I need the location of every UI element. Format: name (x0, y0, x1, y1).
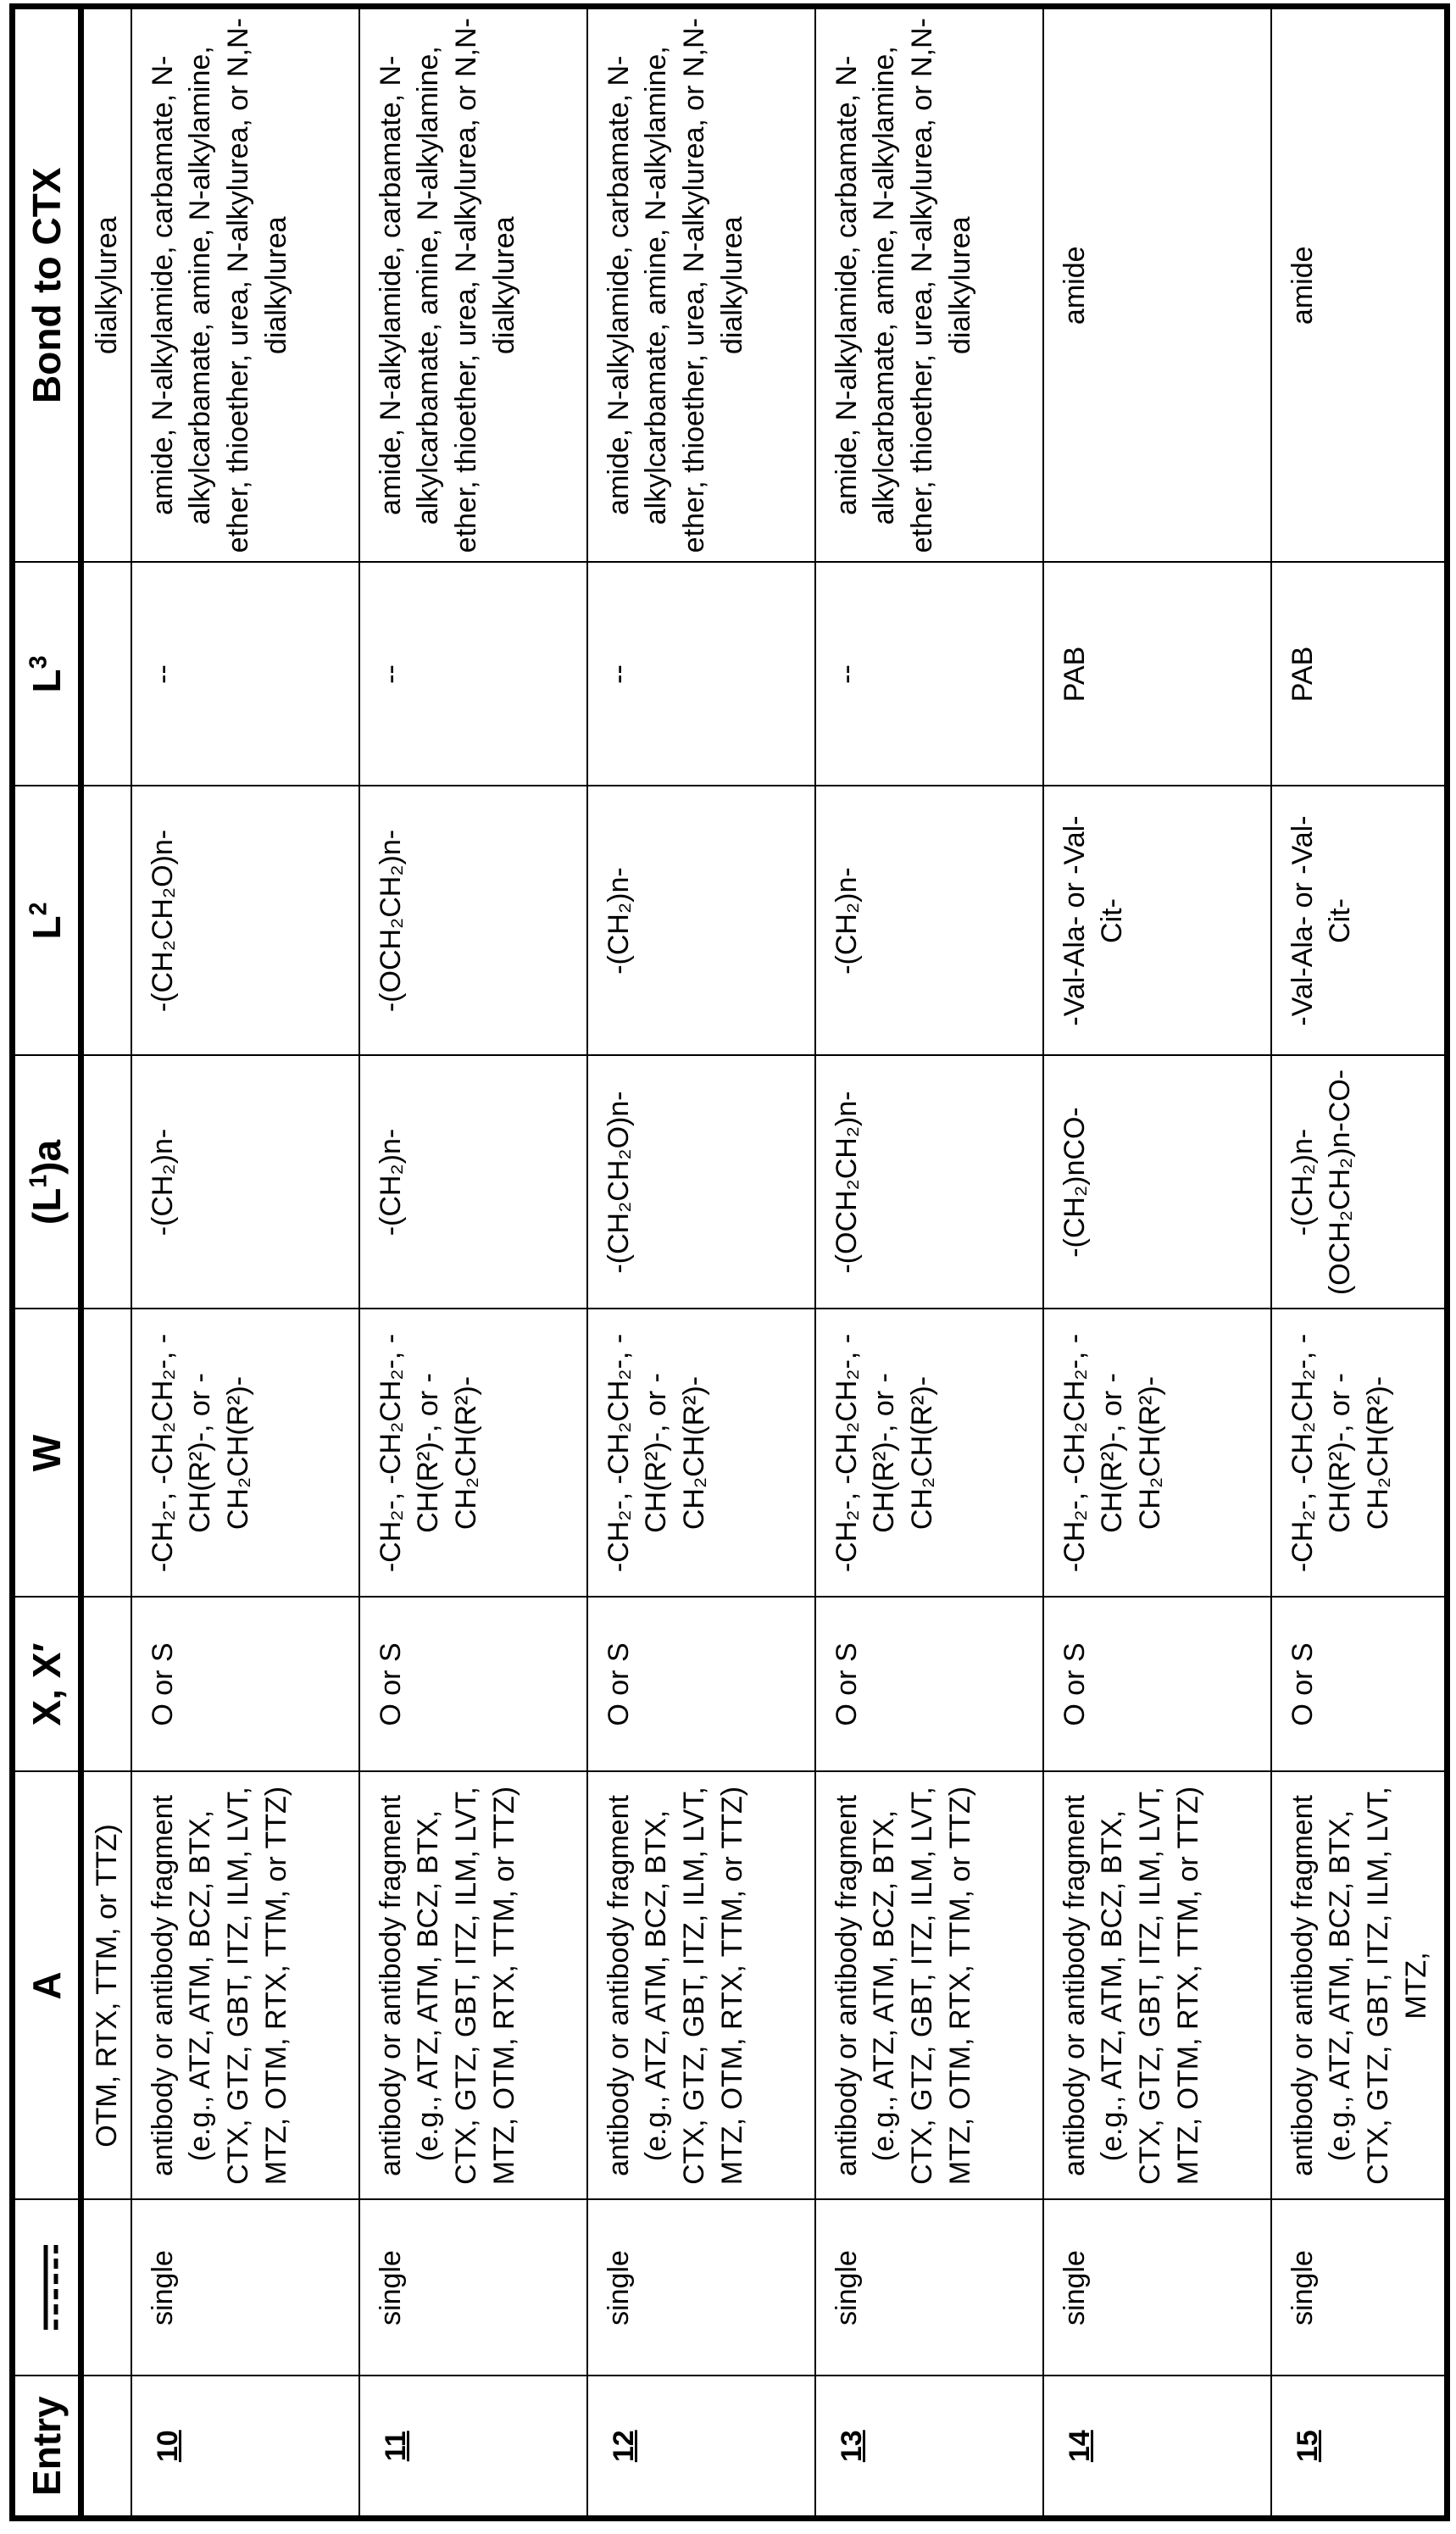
x-cell: O or S (587, 1598, 815, 1772)
w-cell: -CH₂-, -CH₂CH₂-, -CH(R²)-, or -CH₂CH(R²)- (815, 1309, 1043, 1598)
w-cell: -CH₂-, -CH₂CH₂-, -CH(R²)-, or -CH₂CH(R²)- (587, 1309, 815, 1598)
table-row (815, 7, 1043, 2519)
header-l3: $L^3$ (13, 563, 81, 786)
header-entry: Entry (13, 2376, 81, 2519)
entry-cell: 12 (587, 2376, 815, 2519)
bond-to-ctx-cell: amide (1043, 7, 1271, 563)
table-row (1043, 7, 1271, 2519)
entry-cell: 14 (1043, 2376, 1271, 2519)
w-cell: -CH₂-, -CH₂CH₂-, -CH(R²)-, or -CH₂CH(R²)- (1043, 1309, 1271, 1598)
cont-entry (81, 2376, 131, 2519)
l1-cell: -(CH₂CH₂O)n- (587, 1056, 815, 1309)
l1-cell: -(CH₂)nCO- (1043, 1056, 1271, 1309)
x-cell: O or S (815, 1598, 1043, 1772)
a-cell: antibody or antibody fragment (e.g., ATZ, ATM, BCZ, BTX, CTX, GTZ, GBT, ITZ, ILM, LVT, MTZ, OTM, RTX, TTM, or TTZ) (131, 1772, 359, 2200)
entry-cell: 15 (1271, 2376, 1448, 2519)
single-or-double-bond-icon (22, 2246, 74, 2331)
a-cell: antibody or antibody fragment (e.g., ATZ, ATM, BCZ, BTX, CTX, GTZ, GBT, ITZ, ILM, LVT, MTZ, OTM, RTX, TTM, or TTZ) (1043, 1772, 1271, 2200)
cont-l2 (81, 786, 131, 1056)
entry-cell: 13 (815, 2376, 1043, 2519)
a-cell: antibody or antibody fragment (e.g., ATZ, ATM, BCZ, BTX, CTX, GTZ, GBT, ITZ, ILM, LVT, MTZ, OTM, RTX, TTM, or TTZ) (587, 1772, 815, 2200)
w-cell: -CH₂-, -CH₂CH₂-, -CH(R²)-, or -CH₂CH(R²)- (131, 1309, 359, 1598)
a-cell: antibody or antibody fragment (e.g., ATZ, ATM, BCZ, BTX, CTX, GTZ, GBT, ITZ, ILM, LVT, MTZ, (1271, 1772, 1448, 2200)
linker-conjugate-table (9, 3, 1450, 2521)
header-bond-type (13, 2200, 81, 2376)
w-cell: -CH₂-, -CH₂CH₂-, -CH(R²)-, or -CH₂CH(R²)- (1271, 1309, 1448, 1598)
header-row (13, 7, 81, 2519)
l3-cell: PAB (1271, 563, 1448, 786)
bond-to-ctx-cell: amide (1271, 7, 1448, 563)
bond-to-ctx-cell: amide, N-alkylamide, carbamate, N-alkylcarbamate, amine, N-alkylamine, ether, thioether, urea, N-alkylurea, or N,N-dialkylurea (131, 7, 359, 563)
header-a: A (13, 1772, 81, 2200)
l2-cell: -Val-Ala- or -Val-Cit- (1271, 786, 1448, 1056)
a-cell: antibody or antibody fragment (e.g., ATZ, ATM, BCZ, BTX, CTX, GTZ, GBT, ITZ, ILM, LVT, MTZ, OTM, RTX, TTM, or TTZ) (815, 1772, 1043, 2200)
header-bond-to-ctx: Bond to CTX (13, 7, 81, 563)
x-cell: O or S (1271, 1598, 1448, 1772)
w-cell: -CH₂-, -CH₂CH₂-, -CH(R²)-, or -CH₂CH(R²)- (359, 1309, 587, 1598)
l2-cell: -(CH₂)n- (587, 786, 815, 1056)
table-row (587, 7, 815, 2519)
header-l1: $(L^1)a$ (13, 1056, 81, 1309)
x-cell: O or S (131, 1598, 359, 1772)
l2-cell: -(CH₂CH₂O)n- (131, 786, 359, 1056)
entry-cell: 10 (131, 2376, 359, 2519)
bond-cell: single (815, 2200, 1043, 2376)
continuation-row (81, 7, 131, 2519)
cont-w (81, 1309, 131, 1598)
l1-cell: -(OCH₂CH₂)n- (815, 1056, 1043, 1309)
a-cell: antibody or antibody fragment (e.g., ATZ, ATM, BCZ, BTX, CTX, GTZ, GBT, ITZ, ILM, LVT, MTZ, OTM, RTX, TTM, or TTZ) (359, 1772, 587, 2200)
l1-cell: -(CH₂)n- (359, 1056, 587, 1309)
entry-cell: 11 (359, 2376, 587, 2519)
table-row (1271, 7, 1448, 2519)
x-cell: O or S (359, 1598, 587, 1772)
cont-bond-to-ctx: dialkylurea (81, 7, 131, 563)
cont-bond (81, 2200, 131, 2376)
l3-cell: PAB (1043, 563, 1271, 786)
bond-cell: single (131, 2200, 359, 2376)
l3-cell: -- (359, 563, 587, 786)
header-x: X, X′ (13, 1598, 81, 1772)
cont-l3 (81, 563, 131, 786)
cont-l1 (81, 1056, 131, 1309)
cont-x (81, 1598, 131, 1772)
bond-cell: single (1043, 2200, 1271, 2376)
header-l2: $L^2$ (13, 786, 81, 1056)
bond-cell: single (1271, 2200, 1448, 2376)
header-w: W (13, 1309, 81, 1598)
l3-cell: -- (815, 563, 1043, 786)
cont-a: OTM, RTX, TTM, or TTZ) (81, 1772, 131, 2200)
bond-to-ctx-cell: amide, N-alkylamide, carbamate, N-alkylcarbamate, amine, N-alkylamine, ether, thioether, urea, N-alkylurea, or N,N-dialkylurea (815, 7, 1043, 563)
l1-cell: -(CH₂)n-(OCH₂CH₂)n-CO- (1271, 1056, 1448, 1309)
bond-to-ctx-cell: amide, N-alkylamide, carbamate, N-alkylcarbamate, amine, N-alkylamine, ether, thioether, urea, N-alkylurea, or N,N-dialkylurea (587, 7, 815, 563)
l2-cell: -Val-Ala- or -Val-Cit- (1043, 786, 1271, 1056)
l2-cell: -(CH₂)n- (815, 786, 1043, 1056)
table-row (131, 7, 359, 2519)
l3-cell: -- (131, 563, 359, 786)
l1-cell: -(CH₂)n- (131, 1056, 359, 1309)
bond-to-ctx-cell: amide, N-alkylamide, carbamate, N-alkylcarbamate, amine, N-alkylamine, ether, thioether, urea, N-alkylurea, or N,N-dialkylurea (359, 7, 587, 563)
l3-cell: -- (587, 563, 815, 786)
bond-cell: single (587, 2200, 815, 2376)
l2-cell: -(OCH₂CH₂)n- (359, 786, 587, 1056)
bond-cell: single (359, 2200, 587, 2376)
table-row (359, 7, 587, 2519)
x-cell: O or S (1043, 1598, 1271, 1772)
